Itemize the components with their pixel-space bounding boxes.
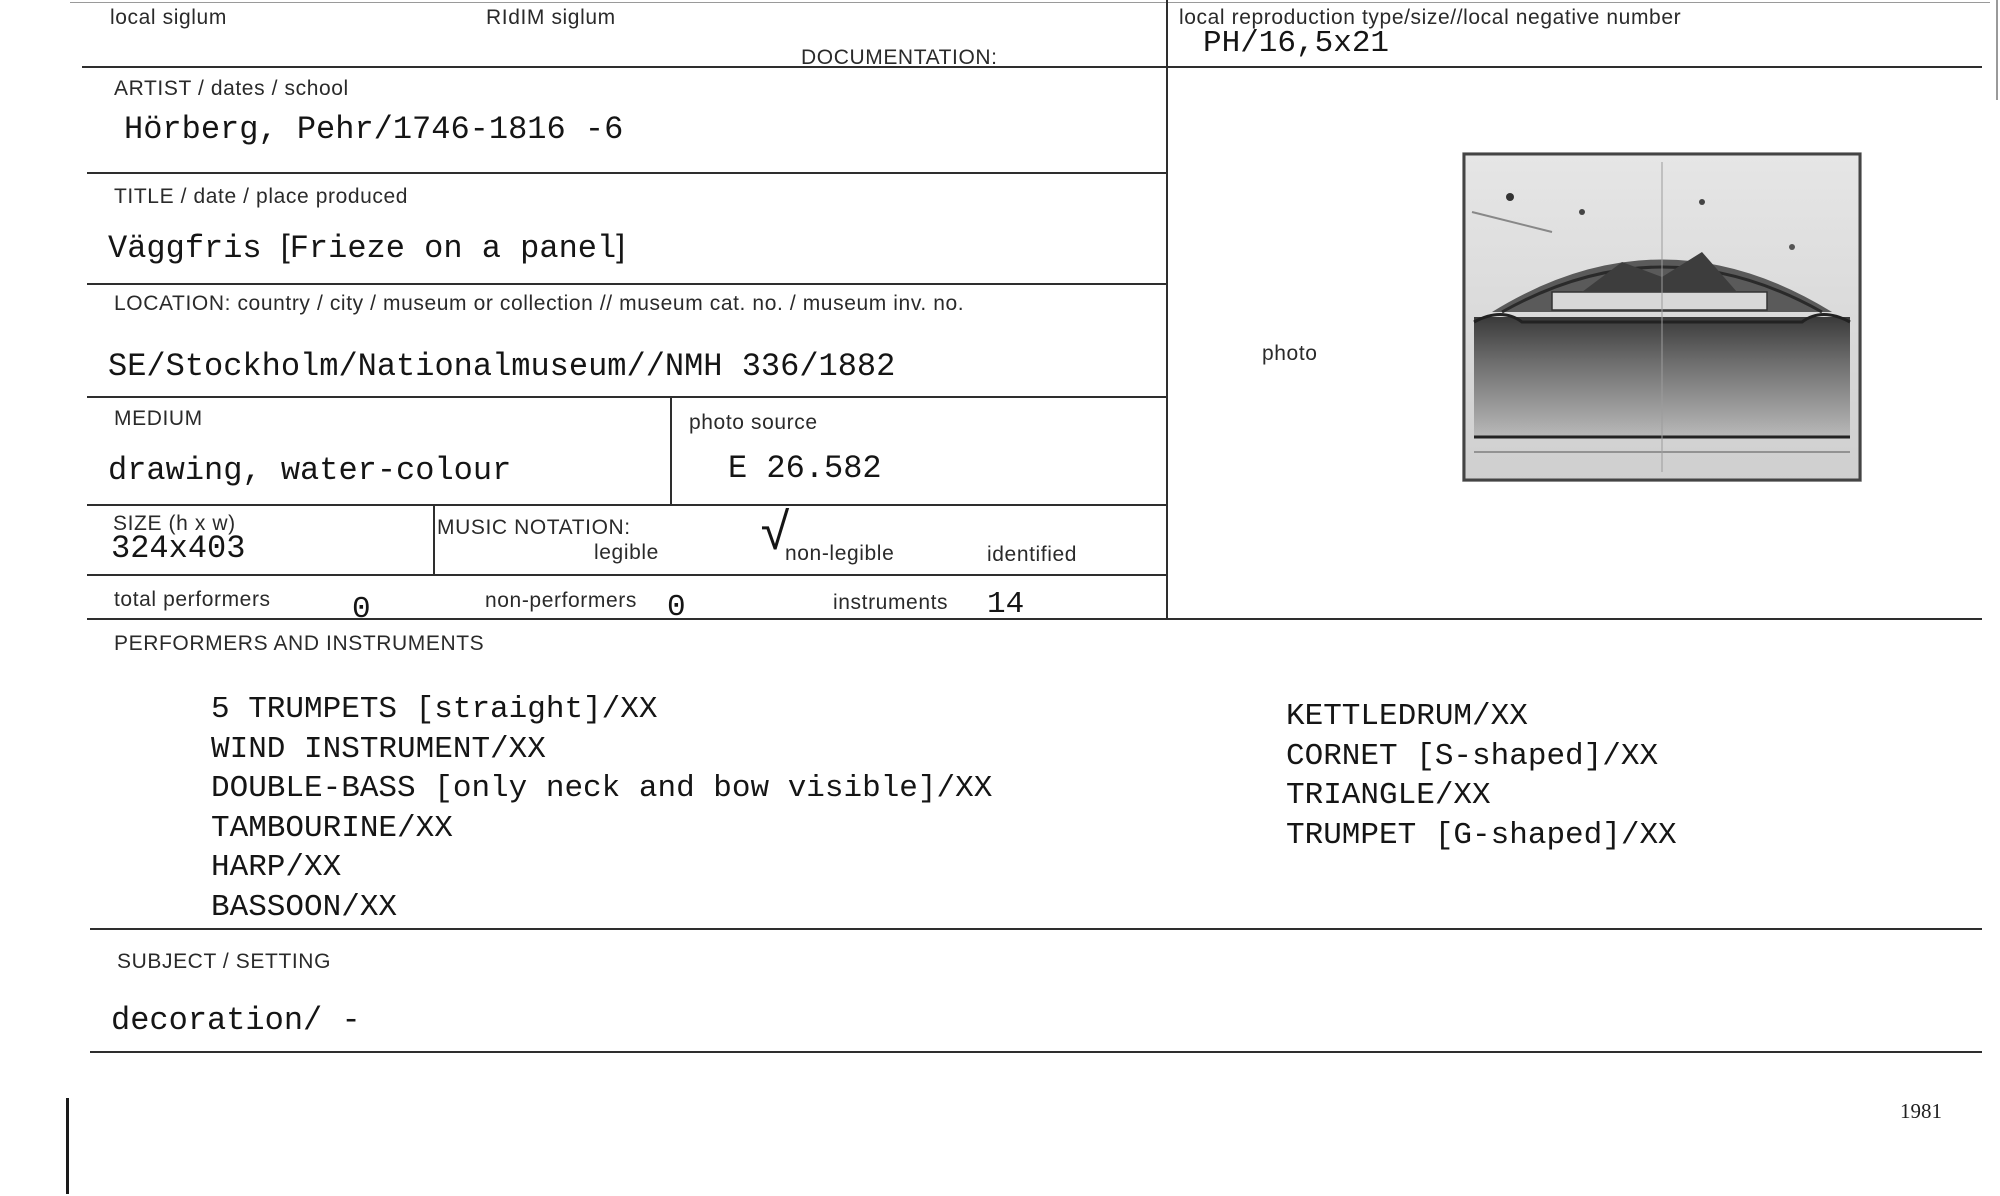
medium-divider: [670, 398, 672, 504]
list-item: KETTLEDRUM/XX: [1286, 699, 1528, 734]
performers-rule: [90, 928, 1982, 930]
non-legible-check: √: [760, 506, 792, 565]
photo-source-label: photo source: [689, 411, 818, 434]
artist-label: ARTIST / dates / school: [114, 77, 349, 100]
header-rule: [82, 66, 1982, 68]
list-item: CORNET [S-shaped]/XX: [1286, 738, 1659, 774]
photo-label: photo: [1262, 342, 1318, 365]
performers-right-list: [1286, 697, 1677, 855]
card-edge-right: [1996, 0, 1998, 100]
identified-option: identified: [987, 543, 1078, 566]
instruments-value: 14: [987, 587, 1025, 622]
counts-rule: [87, 618, 1982, 620]
bracket-open: [: [280, 228, 290, 264]
title-rule: [87, 283, 1167, 285]
list-item: TRUMPET [G-shaped]/XX: [1286, 817, 1677, 853]
medium-rule: [87, 504, 1167, 506]
total-performers-label: total performers: [114, 588, 271, 611]
non-legible-option: non-legible: [785, 542, 895, 565]
frieze-photo: [1462, 152, 1862, 482]
title-translation: Frieze on a panel: [289, 230, 617, 267]
reproduction-label: local reproduction type/size//local negative number: [1179, 6, 1682, 29]
list-item: WIND INSTRUMENT/XX: [211, 731, 546, 767]
reproduction-value: PH/16,5x21: [1203, 26, 1390, 61]
list-item: DOUBLE-BASS [only neck and bow visible]/XX: [211, 771, 993, 806]
size-divider: [433, 506, 435, 574]
photo-source-value: E 26.582: [728, 450, 882, 487]
subject-label: SUBJECT / SETTING: [117, 950, 332, 973]
legible-option: legible: [594, 541, 659, 564]
list-item: BASSOON/XX: [211, 889, 398, 925]
artist-rule: [87, 172, 1167, 174]
list-item: 5 TRUMPETS [straight]/XX: [211, 692, 658, 727]
photo-column-divider: [1166, 0, 1168, 620]
bracket-close: ]: [616, 228, 626, 264]
size-value: 324x403: [111, 530, 246, 567]
card-edge-left: [66, 1098, 69, 1194]
non-performers-value: 0: [667, 590, 686, 625]
ridim-siglum-label: RIdIM siglum: [486, 6, 616, 29]
location-value: SE/Stockholm/Nationalmuseum//NMH 336/1882: [108, 348, 896, 385]
total-performers-value: 0: [352, 592, 371, 627]
title-text: Väggfris: [108, 230, 281, 267]
card-year: 1981: [1900, 1099, 1942, 1123]
instruments-label: instruments: [833, 591, 949, 614]
list-item: TAMBOURINE/XX: [211, 810, 453, 846]
notation-rule: [87, 574, 1167, 576]
performers-left-list: [211, 690, 992, 927]
artist-value: Hörberg, Pehr/1746-1816 -6: [124, 111, 624, 148]
medium-value: drawing, water-colour: [108, 452, 512, 489]
location-label: LOCATION: country / city / museum or collection // museum cat. no. / museum inv. no.: [114, 292, 965, 315]
medium-label: MEDIUM: [114, 407, 203, 430]
title-label: TITLE / date / place produced: [114, 185, 409, 208]
subject-rule: [90, 1051, 1982, 1053]
frieze-drawing-image: [1462, 152, 1862, 482]
title-value: [108, 228, 625, 267]
list-item: TRIANGLE/XX: [1286, 778, 1491, 813]
local-siglum-label: local siglum: [110, 6, 227, 29]
subject-value: decoration/ -: [111, 1002, 361, 1039]
performers-label: PERFORMERS AND INSTRUMENTS: [114, 632, 485, 655]
size-label: SIZE (h x w): [113, 512, 236, 535]
location-rule: [87, 396, 1167, 398]
non-performers-label: non-performers: [485, 589, 637, 612]
music-notation-label: MUSIC NOTATION:: [437, 516, 631, 539]
top-edge-rule: [70, 2, 1990, 3]
list-item: HARP/XX: [211, 850, 342, 885]
documentation-label: DOCUMENTATION:: [801, 46, 998, 69]
